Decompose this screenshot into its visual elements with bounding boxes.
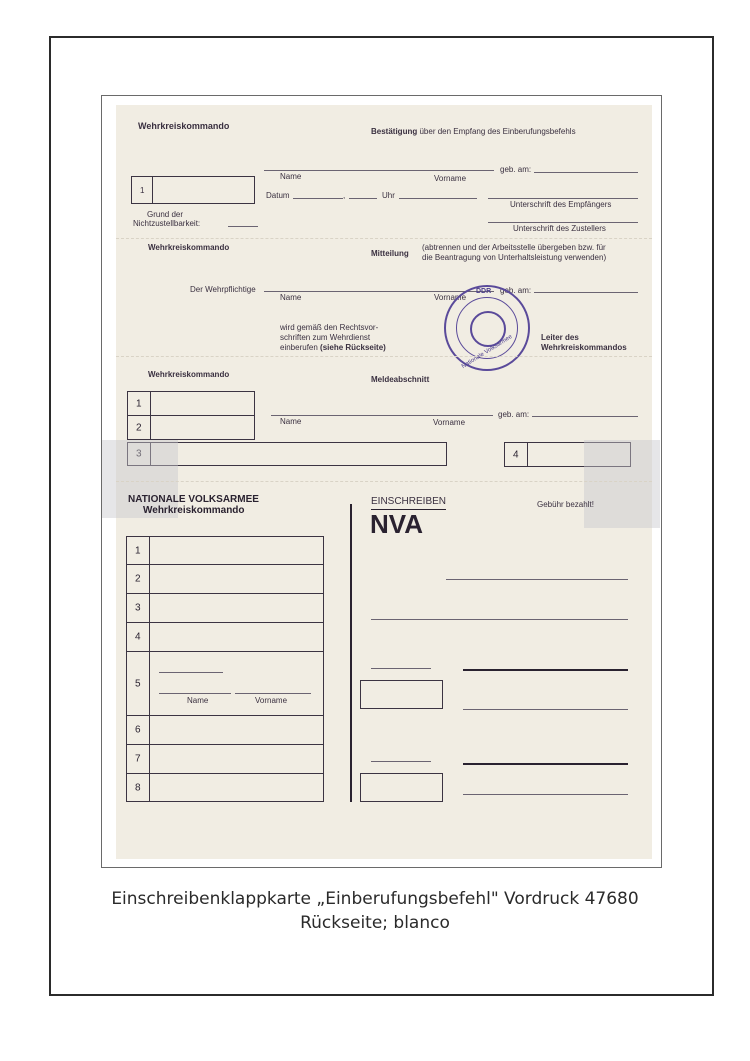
- address-line-1: [446, 579, 628, 580]
- leiter-label-1: Leiter des: [541, 333, 579, 342]
- address-line-3a: [371, 668, 431, 669]
- address-row-2[interactable]: 2: [126, 564, 324, 594]
- section2-header: Wehrkreiskommando: [148, 243, 230, 252]
- address-line-6: [463, 794, 628, 795]
- geb-am-label-2: geb. am:: [500, 286, 532, 295]
- rechtsvor-text-2: schriften zum Wehrdienst: [280, 333, 371, 342]
- address-row-8[interactable]: 8: [126, 773, 324, 802]
- nva-stamp: [444, 285, 530, 371]
- vorname-label-1: Vorname: [434, 174, 467, 183]
- datum-line-a: [293, 198, 343, 199]
- nva-subtitle: Wehrkreiskommando: [143, 505, 245, 516]
- address-line-5b: [463, 763, 628, 765]
- section3-header: Wehrkreiskommando: [148, 370, 230, 379]
- address-line-5a: [371, 761, 431, 762]
- address-line-2: [371, 619, 628, 620]
- address-name-label: Name: [187, 696, 209, 705]
- address-line-4: [463, 709, 628, 710]
- stamp-bottom-text: Nationale Volksarmee: [460, 333, 514, 371]
- uhr-line: [399, 198, 477, 199]
- address-line-3b: [463, 669, 628, 671]
- address-vorname-label: Vorname: [255, 696, 288, 705]
- geb-am-line-1: [534, 172, 638, 173]
- address-row-4[interactable]: 4: [126, 622, 324, 652]
- vorname-label-3: Vorname: [433, 418, 466, 427]
- datum-label: Datum: [266, 191, 290, 200]
- geb-am-line-3: [532, 416, 638, 417]
- melde-field-3[interactable]: 3: [127, 442, 447, 466]
- confirm-heading: [371, 127, 576, 136]
- uhr-label: Uhr: [382, 191, 395, 200]
- field-box-1[interactable]: [131, 176, 255, 204]
- grund-label-1: Grund der: [147, 210, 184, 219]
- field-box-1-number: 1: [140, 186, 145, 195]
- leiter-label-2: Wehrkreiskommandos: [541, 343, 627, 352]
- confirm-rest: über den Empfang des Einberufungsbefehls: [419, 127, 576, 136]
- fold-line-1: [116, 238, 652, 239]
- address-row-6[interactable]: 6: [126, 715, 324, 745]
- name-line-3: [271, 415, 493, 416]
- fold-line-3: [116, 481, 652, 482]
- grund-label-2: Nichtzustellbarkeit:: [133, 219, 201, 228]
- name-line-2: [264, 291, 494, 292]
- confirm-bold: Bestätigung: [371, 127, 418, 136]
- sig-empfaenger-line: [488, 198, 638, 199]
- caption-line-2: Rückseite; blanco: [300, 913, 450, 933]
- grund-line: [228, 226, 258, 227]
- address-row-3[interactable]: 3: [126, 593, 324, 623]
- hinge-tape-right: [584, 440, 660, 528]
- section1-header: Wehrkreiskommando: [138, 121, 230, 131]
- gebuehr-label: Gebühr bezahlt!: [537, 500, 594, 509]
- sig-empfaenger-label: Unterschrift des Empfängers: [510, 200, 612, 209]
- mitteilung-text-2: die Beantragung von Unterhaltsleistung verwenden): [422, 253, 607, 262]
- geb-am-line-2: [534, 292, 638, 293]
- rechtsvor-text-1: wird gemäß den Rechtsvor-: [280, 323, 379, 332]
- wehrpflichtige-label: Der Wehrpflichtige: [190, 285, 256, 294]
- fold-line-2: [116, 356, 652, 357]
- mitteilung-label: Mitteilung: [371, 249, 409, 258]
- stamp-top-text: DDR: [476, 288, 492, 295]
- address-row-1[interactable]: 1: [126, 536, 324, 565]
- name-line-1: [264, 170, 494, 171]
- meldeabschnitt-label: Meldeabschnitt: [371, 375, 430, 384]
- vorname-label-2: Vorname: [434, 293, 467, 302]
- caption-line-1: Einschreibenklappkarte „Einberufungsbefehl" Vordruck 47680: [111, 889, 639, 909]
- sig-zusteller-line: [488, 222, 638, 223]
- address-row-7[interactable]: 7: [126, 744, 324, 774]
- einschreiben-label: EINSCHREIBEN: [371, 496, 447, 507]
- melde-field-1[interactable]: 1: [127, 391, 255, 416]
- mitteilung-text-1: (abtrennen und der Arbeitsstelle übergeben bzw. für: [422, 243, 606, 252]
- form-card: Wehrkreiskommando Bestätigung über den Empfang des Einberufungsbefehls Name Vorname geb. am: 1 Datum , Uhr Unterschrift des Empfängers Grund der Nichtzustellbarkeit: Unterschrift des Zustellers Wehrkreiskommando Mitteilung (abtrennen und der Arbeitsstelle übergeben bzw. für die Beantragung von Unterhaltsleistung verwenden) Der Wehrpflichtige Name Vorname geb. am: wird gemäß den Rechtsvor- schriften zum Wehrdienst einberufen (siehe Rückseite) DDR Nationale Volksarmee Leiter des Wehrkreiskommandos Wehrkreiskommando Meldeabschnitt 1 2 3 4 Name Vorname geb. am: NATIONALE VOLKSARMEE Wehrkreiskommando EINSCHREIBEN NVA Gebühr bezahlt! 1 2 3 4 5 Name Vorname 6 7 8: [116, 105, 652, 859]
- name-label-1: Name: [280, 172, 302, 181]
- postcode-box-1[interactable]: [360, 680, 443, 709]
- vertical-divider: [350, 504, 352, 802]
- rechtsvor-text-3: einberufen (siehe Rückseite): [280, 343, 386, 352]
- sig-zusteller-label: Unterschrift des Zustellers: [513, 224, 606, 233]
- postcode-box-2[interactable]: [360, 773, 443, 802]
- address-row-5[interactable]: 5 Name Vorname: [126, 651, 324, 716]
- geb-am-label-1: geb. am:: [500, 165, 532, 174]
- name-label-2: Name: [280, 293, 302, 302]
- name-label-3: Name: [280, 417, 302, 426]
- melde-field-4[interactable]: 4: [504, 442, 631, 467]
- melde-field-2[interactable]: 2: [127, 415, 255, 440]
- datum-line-b: [349, 198, 377, 199]
- nva-mark: NVA: [370, 509, 423, 539]
- geb-am-label-3: geb. am:: [498, 410, 530, 419]
- nva-title: NATIONALE VOLKSARMEE: [128, 494, 259, 505]
